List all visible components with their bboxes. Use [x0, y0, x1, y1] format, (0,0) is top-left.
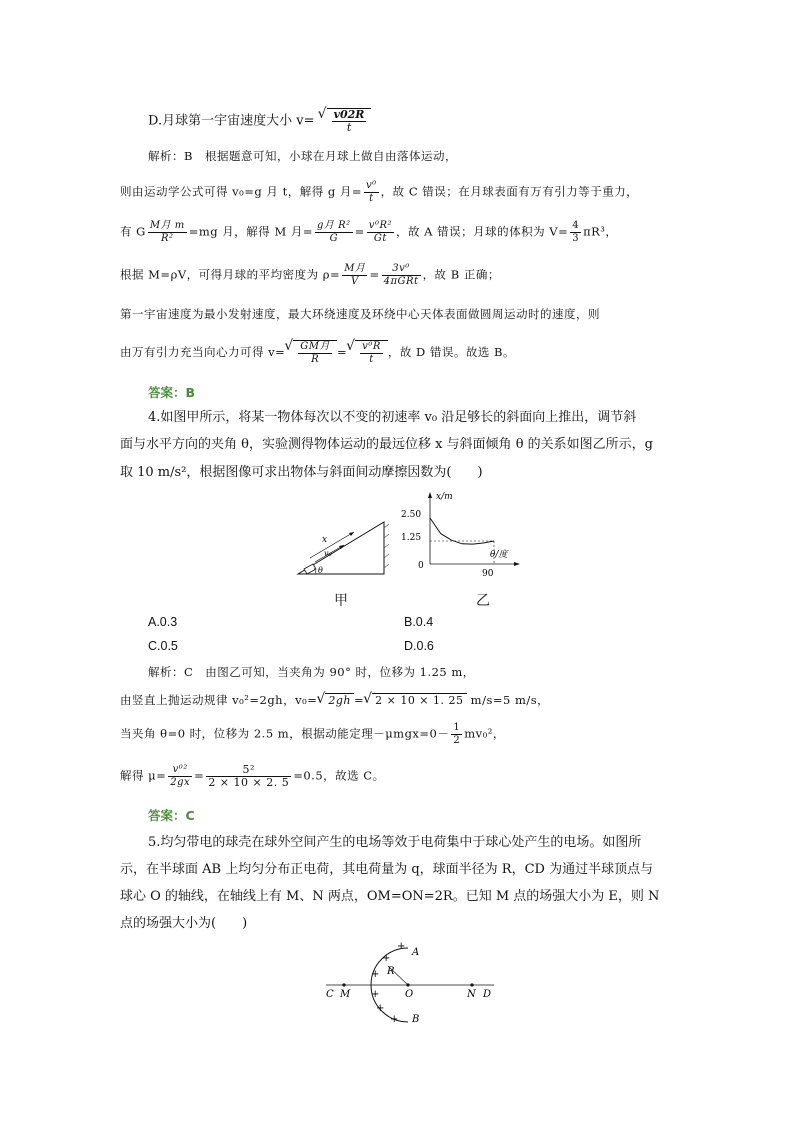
- tick-label-y-0: 0: [418, 561, 424, 571]
- v0-label: v₀: [324, 549, 332, 558]
- plus-sign: +: [390, 1014, 399, 1024]
- option-b: B.0.4: [404, 615, 434, 629]
- question-5-line-2: 示，在半球面 AB 上均匀分布正电荷，其电荷量为 q，球面半径为 R，CD 为通过半球顶点与: [120, 862, 654, 877]
- solution-3-line-5: 第一宇宙速度为最小发射速度，最大环绕速度及环绕中心天体表面做圆周运动时的速度，则: [120, 307, 600, 321]
- label-r: R: [387, 966, 395, 977]
- theta-label: θ: [318, 566, 323, 575]
- solution-3-line-6: 由万有引力充当向心力可得 v= √ $\frac{\text{GM月}}{R}$ = √ $\frac{\text{v⁰R}}{t}$ ，故 D 错误。故选 B。: [120, 340, 515, 366]
- series-line: [430, 518, 494, 544]
- label-b: B: [412, 1014, 420, 1024]
- label-c: C: [326, 989, 334, 1000]
- x-theta-graph: [396, 490, 526, 578]
- x-label: x: [322, 535, 328, 545]
- tick-label-y-2.50: 2.50: [401, 510, 422, 520]
- tick-label-y-1.25: 1.25: [401, 533, 422, 543]
- caption-yi: 乙: [476, 593, 490, 609]
- solution-3-line-4: 根据 M=ρV，可得月球的平均密度为 ρ= $\frac{\text{M月}}{V}$ = $\frac{\text{3v⁰}}{\text{4πGRt}}$ ，故 B 正确；: [120, 263, 500, 287]
- x-arrow: [310, 532, 354, 558]
- label-o: O: [405, 989, 414, 1000]
- label-n: N: [467, 989, 476, 1000]
- question-4-line-1: 4.如图甲所示，将某一物体每次以不变的初速率 v₀ 沿足够长的斜面向上推出，调节斜: [148, 410, 637, 425]
- point-m: [342, 983, 345, 986]
- solution-4-line-2: 由竖直上抛运动规律 v₀²=2gh，v₀=√ 2gh =√ 2 × 10 × 1. 25 m/s=5 m/s，: [120, 692, 549, 708]
- solution-3-line-1: 解析：B 根据题意可知，小球在月球上做自由落体运动，: [148, 149, 457, 163]
- label-m: M: [340, 989, 351, 1000]
- question-5-line-1: 5.均匀带电的球壳在球外空间产生的电场等效于电荷集中于球心处产生的电场。如图所: [148, 835, 642, 850]
- caption-jia: 甲: [334, 593, 348, 609]
- solution-4-line-4: 解得 μ= $\frac{\text{v⁰²}}{2gx}$ = $\frac{\text{5²}}{2 \times 10 \times 2. 5}$ =0.5，故选 C。: [120, 763, 385, 789]
- option-a: A.0.3: [148, 615, 178, 629]
- x-axis-label: θ/度: [490, 550, 508, 560]
- incline-figure: [296, 518, 390, 578]
- solution-4-line-3: 当夹角 θ=0 时，位移为 2.5 m，根据动能定理－μmgx=0－ $\frac{1}{2}$ mv₀²，: [120, 722, 505, 746]
- option-d-text: D.月球第一宇宙速度大小 v=: [148, 113, 315, 129]
- option-d: D.0.6: [404, 639, 434, 653]
- point-o: [406, 983, 409, 986]
- question-4-line-3: 取 10 m/s²，根据图像可求出物体与斜面间动摩擦因数为( ): [120, 465, 483, 480]
- label-d: D: [483, 989, 492, 1000]
- question-4-line-2: 面与水平方向的夹角 θ，实验测得物体运动的最远位移 x 与斜面倾角 θ 的关系如图乙所示，g: [120, 437, 653, 452]
- plus-sign: +: [397, 941, 406, 952]
- plus-sign: +: [371, 969, 380, 980]
- plus-sign: +: [382, 953, 391, 964]
- solution-3-line-2: 则由运动学公式可得 v₀=g 月 t，解得 g 月= $\frac{\text{v⁰}}{t}$ ，故 C 错误；在月球表面有万有引力等于重力，: [120, 180, 639, 204]
- point-n: [470, 983, 473, 986]
- charge-signs: [371, 941, 405, 1024]
- answer-3: 答案：B: [148, 385, 196, 400]
- y-axis-label: x/m: [436, 492, 453, 502]
- block-shape: [304, 564, 316, 574]
- plus-sign: +: [376, 1003, 385, 1014]
- solution-4-line-1: 解析：C 由图乙可知，当夹角为 90° 时，位移为 1.25 m，: [148, 665, 475, 679]
- hemisphere-figure: [320, 938, 500, 1024]
- option-d-previous: [148, 108, 371, 134]
- plus-sign: +: [371, 989, 380, 1000]
- answer-4: 答案：C: [148, 808, 195, 823]
- question-5-line-3: 球心 O 的轴线，在轴线上有 M、N 两点，OM=ON=2R。已知 M 点的场强大小为 E，则 N: [120, 889, 660, 904]
- label-a: A: [412, 947, 420, 958]
- sqrt-expression: √ $\frac{v02R}{t}$: [327, 108, 372, 134]
- question-5-line-4: 点的场强大小为( ): [120, 916, 248, 931]
- option-c: C.0.5: [148, 639, 178, 653]
- tick-label-x-90: 90: [482, 569, 494, 578]
- solution-3-line-3: 有 G $\frac{\text{M月 m}}{\text{R²}}$ =mg 月，解得 M 月= $\frac{\text{g月 R²}}{G}$ = $\frac{\text{v⁰R²}}{Gt}$ ，故 A 错误；月球的体积为 V= $\frac{4}{3}$ πR³，: [120, 220, 618, 244]
